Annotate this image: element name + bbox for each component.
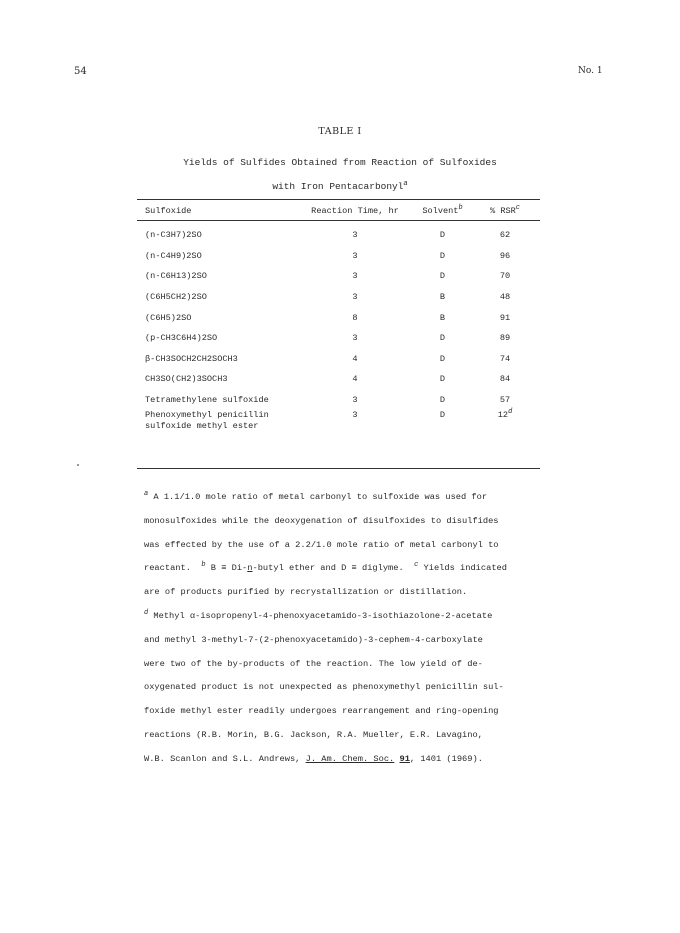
cell-reaction-time: 8 (352, 312, 358, 323)
journal-volume: 91 (399, 753, 410, 764)
col-header-reaction-time: Reaction Time, hr (311, 205, 399, 216)
footnote-line: reactions (R.B. Morin, B.G. Jackson, R.A. Mueller, E.R. Lavagino, (144, 729, 483, 740)
cell-sulfoxide: (n-C6H13)2SO (145, 271, 207, 282)
cell-solvent: D (439, 230, 446, 241)
cell-solvent: D (439, 353, 446, 364)
footnote-a-line: $^a$ A 1.1/1.0 mole ratio of metal carbonyl to sulfoxide was used for (144, 490, 488, 502)
cell-yield: 74 (499, 353, 511, 364)
cell-solvent: D (439, 395, 446, 406)
cell-reaction-time: 3 (352, 230, 358, 241)
cell-solvent: D (439, 410, 446, 421)
footnote-marker-d: d (144, 608, 149, 617)
journal-citation: J. Am. Chem. Soc. (305, 753, 395, 764)
cell-yield: 89 (499, 333, 511, 344)
table-row (137, 287, 540, 308)
cell-sulfoxide: Tetramethylene sulfoxide (145, 395, 269, 406)
cell-reaction-time: 3 (352, 333, 358, 344)
table-title-line-2: with Iron Pentacarbonyl$^a$ (272, 180, 408, 192)
footnote-marker-a: a (144, 490, 149, 498)
scan-speck (77, 464, 79, 466)
table-row (137, 328, 540, 349)
cell-sulfoxide: (p-CH3C6H4)2SO (145, 333, 218, 344)
cell-sulfoxide: (C6H5)2SO (145, 312, 192, 323)
cell-sulfoxide: (n-C3H7)2SO (145, 230, 202, 241)
col-header-yield: % RSR$^c$ (490, 203, 520, 216)
cell-yield: 70 (499, 271, 511, 282)
cell-yield: 48 (499, 292, 511, 303)
footnote-line: oxygenated product is not unexpected as phenoxymethyl penicillin sul- (144, 682, 504, 693)
footnote-marker-c: c (414, 561, 419, 570)
sulfide-yields-table (137, 202, 540, 440)
footnote-line: foxide methyl ester readily undergoes rearrangement and ring-opening (144, 706, 499, 717)
cell-yield: 12$^d$ (497, 408, 513, 421)
page-number: 54 (74, 66, 87, 77)
footnote-line: are of products purified by recrystallization or distillation. (144, 587, 468, 598)
cell-yield: 84 (499, 374, 511, 385)
cell-sulfoxide: Phenoxymethyl penicillin sulfoxide methyl ester (145, 410, 269, 432)
cell-yield: 57 (499, 395, 511, 406)
cell-reaction-time: 3 (352, 410, 358, 421)
cell-solvent: B (439, 312, 446, 323)
footnote-line: were two of the by-products of the reaction. The low yield of de- (144, 658, 483, 669)
cell-reaction-time: 3 (352, 395, 358, 406)
footnote-marker-a: a (403, 180, 408, 188)
cell-solvent: D (439, 333, 446, 344)
cell-reaction-time: 3 (352, 250, 358, 261)
cell-sulfoxide: CH3SO(CH2)3SOCH3 (145, 374, 228, 385)
table-row (137, 225, 540, 246)
table-row (137, 390, 540, 411)
cell-solvent: B (439, 292, 446, 303)
table-title (0, 151, 680, 199)
cell-sulfoxide: (C6H5CH2)2SO (145, 292, 207, 303)
table-row (137, 410, 540, 440)
footnote-d-line: $^d$ Methyl α-isopropenyl-4-phenoxyacetamido-3-isothiazolone-2-acetate (144, 608, 493, 621)
table-row (137, 307, 540, 328)
cell-reaction-time: 4 (352, 374, 358, 385)
footnote-line: monosulfoxides while the deoxygenation of disulfoxides to disulfides (144, 515, 499, 526)
table-row (137, 369, 540, 390)
cell-reaction-time: 3 (352, 292, 358, 303)
table-label: TABLE I (318, 126, 362, 137)
table-body (137, 219, 540, 440)
col-header-sulfoxide: Sulfoxide (145, 205, 192, 216)
table-row (137, 349, 540, 370)
cell-sulfoxide: (n-C4H9)2SO (145, 250, 202, 261)
table-row (137, 246, 540, 267)
cell-yield: 91 (499, 312, 511, 323)
cell-sulfoxide: β-CH3SOCH2CH2SOCH3 (145, 353, 238, 364)
table-top-rule (137, 199, 540, 200)
cell-reaction-time: 4 (352, 353, 358, 364)
footnote-marker-b: b (201, 561, 206, 570)
journal-issue-label: No. 1 (578, 66, 603, 76)
footnote-line: W.B. Scanlon and S.L. Andrews, J. Am. Chem. Soc. 91, 1401 (1969). (144, 753, 483, 764)
footnote-line: and methyl 3-methyl-7-(2-phenoxyacetamido)-3-cephem-4-carboxylate (144, 634, 483, 645)
cell-reaction-time: 3 (352, 271, 358, 282)
cell-solvent: D (439, 374, 446, 385)
cell-solvent: D (439, 271, 446, 282)
table-footnotes (144, 486, 544, 772)
footnote-line: reactant. $^b$ B ≡ Di-n-butyl ether and D ≡ diglyme. $^c$ Yields indicated (144, 561, 507, 574)
table-title-line-1: Yields of Sulfides Obtained from Reaction of Sulfoxides (183, 157, 497, 168)
cell-yield: 96 (499, 250, 511, 261)
footnote-line: was effected by the use of a 2.2/1.0 mole ratio of metal carbonyl to (144, 539, 499, 550)
cell-yield: 62 (499, 230, 511, 241)
table-bottom-rule (137, 468, 540, 469)
col-header-solvent: Solvent$^b$ (422, 203, 463, 216)
table-header-row (137, 202, 540, 219)
cell-solvent: D (439, 250, 446, 261)
table-row (137, 266, 540, 287)
